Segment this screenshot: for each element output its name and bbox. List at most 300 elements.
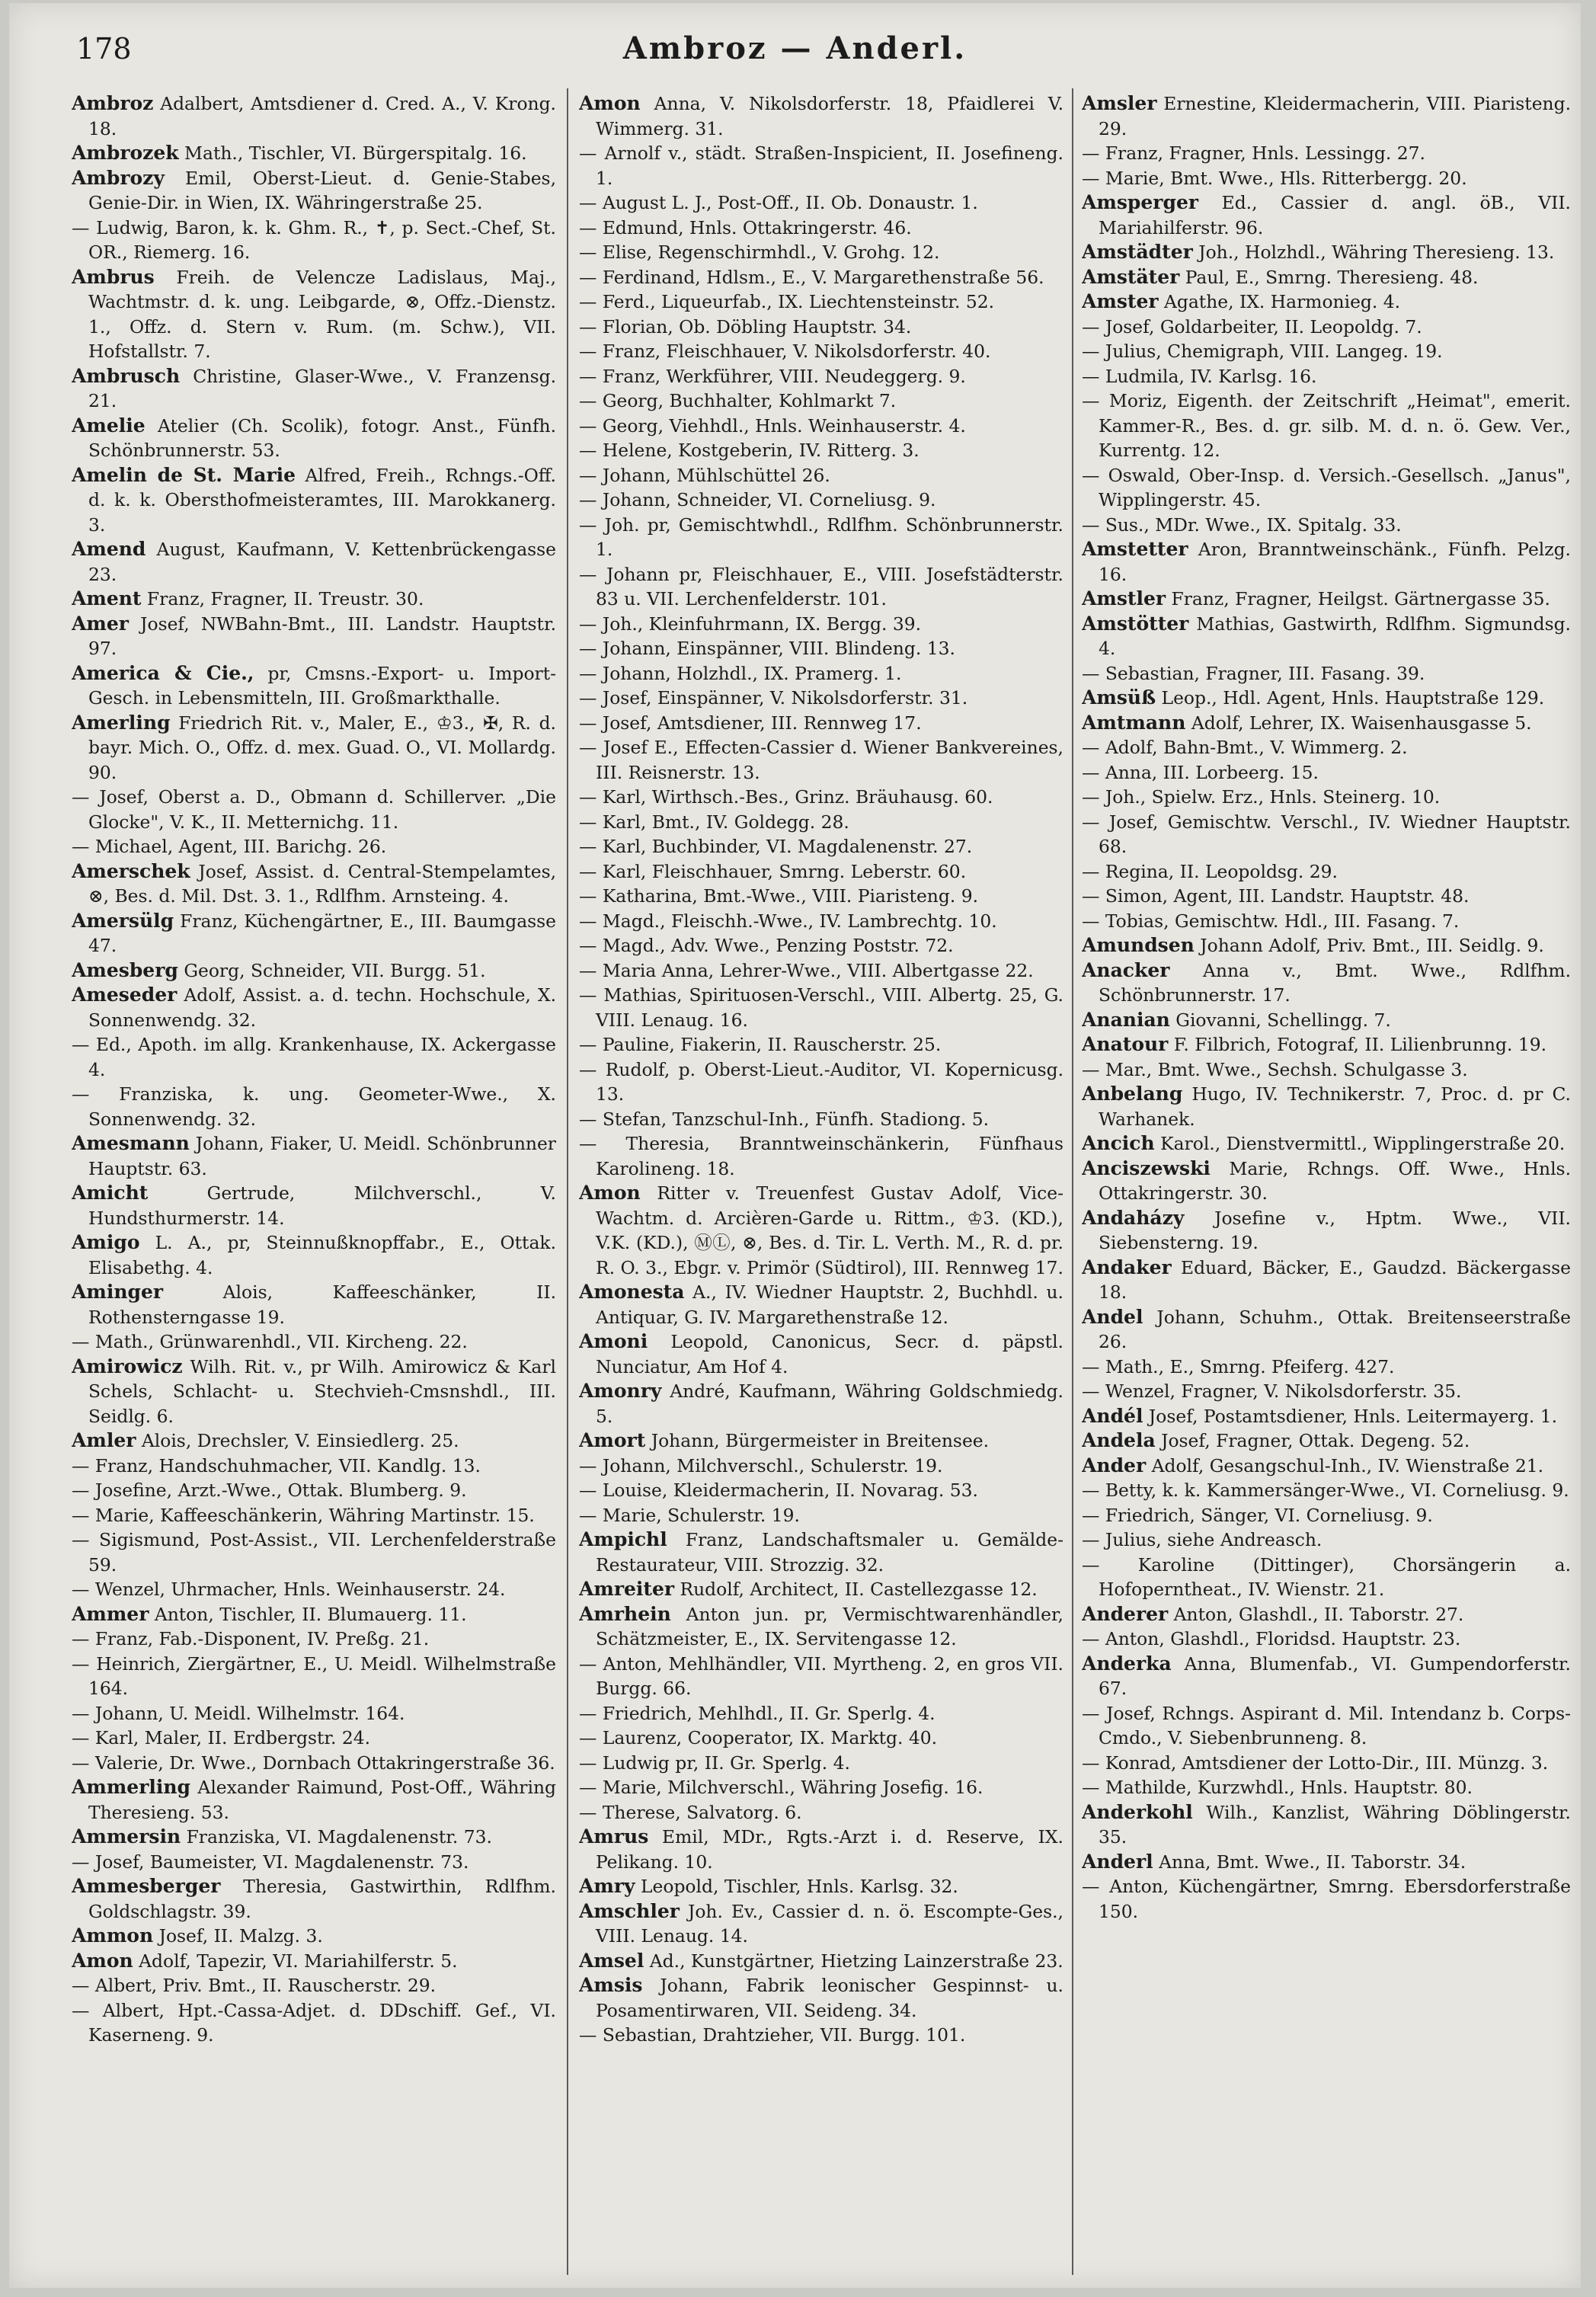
entry-details: André, Kaufmann, Währing Goldschmiedg. 5.	[596, 1380, 1063, 1427]
entry-details: — Ludwig, Baron, k. k. Ghm. R., ✝, p. Sect.-Chef, St. OR., Riemerg. 16.	[72, 216, 556, 263]
column-3	[1082, 91, 1571, 2270]
directory-entry	[72, 1131, 556, 1181]
directory-entry	[1082, 785, 1571, 810]
running-head: Ambroz — Anderl.	[622, 30, 968, 66]
directory-entry	[1082, 1206, 1571, 1256]
entry-details: Ed., Cassier d. angl. öB., VII. Mariahilferstr. 96.	[1099, 192, 1571, 238]
entry-details: — Arnolf v., städt. Straßen-Inspicient, II. Josefineng. 1.	[579, 142, 1063, 189]
directory-entry	[72, 587, 556, 612]
directory-entry	[1082, 290, 1571, 315]
entry-details: Josef, Assist. d. Central-Stempelamtes, ⊗, Bes. d. Mil. Dst. 3. 1., Rdlfhm. Arnsteing. 4.	[88, 860, 556, 907]
entry-details: — Moriz, Eigenth. der Zeitschrift „Heimat", emerit. Kammer-R., Bes. d. gr. silb. M. d. n. ö. Gew. Ver., Kurrentg. 12.	[1082, 390, 1571, 461]
entry-details: — Franz, Werkführer, VIII. Neudeggerg. 9.	[579, 365, 966, 387]
directory-entry	[579, 1478, 1063, 1503]
directory-entry	[72, 1775, 556, 1825]
entry-details: — Karl, Maler, II. Erdbergstr. 24.	[72, 1727, 371, 1748]
entry-details: Agathe, IX. Harmonieg. 4.	[1164, 291, 1401, 312]
directory-entry	[1082, 141, 1571, 166]
entry-details: — Laurenz, Cooperator, IX. Marktg. 40.	[579, 1727, 938, 1748]
entry-surname: Amon	[72, 1949, 133, 1972]
entry-details: — Georg, Buchhalter, Kohlmarkt 7.	[579, 390, 897, 411]
directory-entry	[579, 612, 1063, 637]
directory-entry	[1082, 760, 1571, 785]
entry-details: — Tobias, Gemischtw. Hdl., III. Fasang. 7.	[1082, 910, 1460, 932]
entry-details: — Magd., Fleischh.-Wwe., IV. Lambrechtg. 10.	[579, 910, 997, 932]
entry-surname: Anciszewski	[1082, 1156, 1211, 1179]
directory-entry	[579, 735, 1063, 785]
entry-details: — Ferd., Liqueurfab., IX. Liechtensteinstr. 52.	[579, 291, 995, 312]
entry-details: Wilh., Kanzlist, Währing Döblingerstr. 35.	[1099, 1801, 1571, 1848]
directory-entry	[72, 1230, 556, 1280]
directory-entry	[72, 91, 556, 141]
directory-entry	[72, 1329, 556, 1355]
directory-entry	[579, 389, 1063, 414]
entry-details: — Karl, Wirthsch.-Bes., Grinz. Bräuhausg. 60.	[579, 786, 993, 808]
entry-details: Johann, Bürgermeister in Breitensee.	[651, 1430, 990, 1451]
entry-details: — Marie, Bmt. Wwe., Hls. Ritterbergg. 20.	[1082, 167, 1467, 189]
entry-details: — Sigismund, Post-Assist., VII. Lerchenfelderstraße 59.	[72, 1529, 556, 1576]
entry-details: — Johann, Mühlschüttel 26.	[579, 464, 830, 486]
directory-entry	[1082, 1355, 1571, 1380]
entry-details: — Josef, Oberst a. D., Obmann d. Schillerver. „Die Glocke", V. K., II. Metternichg. 11.	[72, 786, 556, 833]
entry-surname: Amend	[72, 538, 146, 560]
entry-details: — Josefine, Arzt.-Wwe., Ottak. Blumberg. 9.	[72, 1480, 467, 1501]
directory-entry	[1082, 1454, 1571, 1479]
directory-entry	[579, 1329, 1063, 1379]
entry-surname: Amler	[72, 1429, 136, 1451]
entry-details: Karol., Dienstvermittl., Wipplingerstraße 20.	[1160, 1133, 1566, 1154]
directory-entry	[72, 1973, 556, 1998]
directory-entry	[579, 141, 1063, 190]
entry-details: — Michael, Agent, III. Barichg. 26.	[72, 836, 387, 857]
directory-entry	[1082, 537, 1571, 587]
directory-entry	[1082, 686, 1571, 711]
directory-entry	[72, 1355, 556, 1429]
directory-entry	[72, 1428, 556, 1454]
entry-surname: Anatour	[1082, 1033, 1169, 1055]
directory-entry	[1082, 1008, 1571, 1033]
entry-details: — Marie, Kaffeeschänkerin, Währing Martinstr. 15.	[72, 1504, 535, 1526]
directory-entry	[72, 1924, 556, 1949]
directory-entry	[579, 1528, 1063, 1577]
directory-entry	[1082, 810, 1571, 859]
entry-surname: Andela	[1082, 1429, 1156, 1451]
directory-entry	[579, 463, 1063, 488]
directory-entry	[72, 1082, 556, 1131]
entry-details: — Johann, Holzhdl., IX. Pramerg. 1.	[579, 662, 902, 684]
directory-entry	[1082, 1032, 1571, 1057]
entry-details: — Franziska, k. ung. Geometer-Wwe., X. Sonnenwendg. 32.	[72, 1083, 556, 1130]
directory-page	[9, 3, 1581, 2288]
entry-details: — Josef E., Effecten-Cassier d. Wiener Bankvereines, III. Reisnerstr. 13.	[579, 737, 1063, 783]
entry-details: — Joh., Spielw. Erz., Hnls. Steinerg. 10.	[1082, 786, 1441, 808]
entry-surname: Anbelang	[1082, 1083, 1183, 1105]
entry-details: — Karl, Bmt., IV. Goldegg. 28.	[579, 811, 849, 833]
entry-surname: Andel	[1082, 1305, 1143, 1328]
entry-details: — Johann, Milchverschl., Schulerstr. 19.	[579, 1454, 943, 1476]
directory-entry	[1082, 1602, 1571, 1627]
entry-surname: Amigo	[72, 1231, 140, 1253]
entry-details: Alfred, Freih., Rchngs.-Off. d. k. k. Obersthofmeisteramtes, III. Marokkanerg. 3.	[88, 464, 556, 536]
entry-details: — Anton, Glashdl., Floridsd. Hauptstr. 23.	[1082, 1628, 1461, 1649]
entry-details: Hugo, IV. Technikerstr. 7, Proc. d. pr C. Warhanek.	[1099, 1083, 1571, 1130]
entry-details: Giovanni, Schellingg. 7.	[1175, 1009, 1391, 1031]
directory-entry	[72, 1998, 556, 2048]
entry-details: Franz, Fragner, Heilgst. Gärtnergasse 35.	[1171, 588, 1550, 609]
entry-details: Johann, Schuhm., Ottak. Breitenseerstraße 26.	[1099, 1306, 1571, 1352]
entry-surname: Amry	[579, 1875, 635, 1897]
entry-surname: Amtmann	[1082, 711, 1186, 734]
entry-surname: Ambrusch	[72, 364, 181, 387]
directory-entry	[72, 537, 556, 587]
directory-entry	[579, 884, 1063, 909]
directory-entry	[1082, 1478, 1571, 1503]
directory-entry	[72, 661, 556, 711]
entry-details: — Albert, Priv. Bmt., II. Rauscherstr. 29.	[72, 1975, 437, 1996]
directory-entry	[72, 983, 556, 1032]
directory-entry	[1082, 735, 1571, 760]
directory-entry	[1082, 859, 1571, 885]
entry-details: Anton, Tischler, II. Blumauerg. 11.	[154, 1603, 467, 1625]
directory-entry	[579, 1701, 1063, 1726]
directory-entry	[72, 463, 556, 538]
entry-details: Georg, Schneider, VII. Burgg. 51.	[184, 959, 486, 981]
entry-details: Franziska, VI. Magdalenenstr. 73.	[186, 1826, 492, 1848]
entry-details: — Sus., MDr. Wwe., IX. Spitalg. 33.	[1082, 513, 1402, 536]
directory-entry	[579, 1751, 1063, 1776]
entry-details: August, Kaufmann, V. Kettenbrückengasse 23.	[88, 539, 556, 585]
directory-entry	[579, 983, 1063, 1032]
entry-details: — Josef, Amtsdiener, III. Rennweg 17.	[579, 712, 922, 734]
directory-entry	[72, 1874, 556, 1924]
entry-details: Franz, Küchengärtner, E., III. Baumgasse 47.	[88, 910, 556, 956]
entry-surname: Amerschek	[72, 859, 190, 882]
entry-surname: Ammerling	[72, 1776, 191, 1798]
entry-details: Anton jun. pr, Vermischtwarenhändler, Schätzmeister, E., IX. Servitengasse 12.	[596, 1603, 1063, 1649]
directory-entry	[579, 810, 1063, 835]
directory-entry	[579, 513, 1063, 562]
entry-surname: Andél	[1082, 1404, 1143, 1427]
entry-details: — Karoline (Dittinger), Chorsängerin a. Hofoperntheat., IV. Wienstr. 21.	[1082, 1553, 1571, 1600]
entry-surname: Amsis	[579, 1974, 643, 1996]
entry-details: Ad., Kunstgärtner, Hietzing Lainzerstraße 23.	[649, 1950, 1063, 1972]
entry-details: — Sebastian, Fragner, III. Fasang. 39.	[1082, 662, 1425, 684]
directory-entry	[72, 1726, 556, 1751]
directory-entry	[579, 438, 1063, 463]
entry-surname: Amon	[579, 92, 641, 114]
directory-entry	[1082, 513, 1571, 538]
entry-details: Aron, Branntweinschänk., Fünfh. Pelzg. 16.	[1099, 539, 1571, 585]
directory-entry	[579, 562, 1063, 612]
entry-surname: Amelin de St. Marie	[72, 463, 296, 486]
directory-entry	[72, 1949, 556, 1974]
directory-entry	[1082, 1850, 1571, 1875]
entry-details: — Helene, Kostgeberin, IV. Ritterg. 3.	[579, 440, 920, 461]
entry-surname: Amstler	[1082, 587, 1166, 609]
entry-surname: Amsler	[1082, 92, 1157, 114]
entry-surname: Ambroz	[72, 92, 154, 114]
column-1	[72, 91, 556, 2270]
entry-surname: Amonry	[579, 1380, 662, 1402]
entry-details: Josef, Fragner, Ottak. Degeng. 52.	[1161, 1430, 1470, 1451]
entry-surname: Aminger	[72, 1281, 164, 1303]
directory-entry	[72, 859, 556, 909]
entry-details: Leopold, Tischler, Hnls. Karlsg. 32.	[641, 1876, 958, 1897]
directory-entry	[72, 1825, 556, 1850]
entry-details: — Anton, Küchengärtner, Smrng. Ebersdorferstraße 150.	[1082, 1876, 1571, 1922]
entry-details: Johann, Fabrik leonischer Gespinnst- u. Posamentirwaren, VII. Seideng. 34.	[596, 1975, 1063, 2021]
directory-entry	[72, 1032, 556, 1082]
directory-entry	[579, 1503, 1063, 1528]
directory-entry	[72, 364, 556, 414]
entry-details: Joh. Ev., Cassier d. n. ö. Escompte-Ges., VIII. Lenaug. 14.	[596, 1900, 1063, 1947]
entry-details: — Stefan, Tanzschul-Inh., Fünfh. Stadiong. 5.	[579, 1108, 990, 1130]
directory-entry	[579, 711, 1063, 736]
entry-details: — Johann, Einspänner, VIII. Blindeng. 13.	[579, 638, 955, 659]
directory-entry	[1082, 958, 1571, 1008]
directory-entry	[1082, 587, 1571, 612]
entry-details: Adolf, Lehrer, IX. Waisenhausgasse 5.	[1191, 712, 1532, 734]
directory-entry	[72, 166, 556, 216]
directory-entry	[579, 1107, 1063, 1132]
entry-details: Anna, V. Nikolsdorferstr. 18, Pfaidlerei V. Wimmerg. 31.	[596, 93, 1063, 139]
entry-details: Adolf, Tapezir, VI. Mariahilferstr. 5.	[139, 1950, 458, 1972]
entry-details: Theresia, Gastwirthin, Rdlfhm. Goldschlagstr. 39.	[88, 1876, 556, 1922]
entry-details: Christine, Glaser-Wwe., V. Franzensg. 21.	[88, 365, 556, 411]
directory-entry	[1082, 1800, 1571, 1850]
directory-entry	[579, 339, 1063, 364]
entry-surname: Anderer	[1082, 1602, 1169, 1625]
directory-entry	[1082, 463, 1571, 513]
page-number: 178	[76, 32, 132, 66]
directory-entry	[1082, 933, 1571, 958]
directory-entry	[1082, 711, 1571, 736]
entry-details: — Johann, Schneider, VI. Corneliusg. 9.	[579, 489, 936, 510]
entry-details: Emil, MDr., Rgts.-Arzt i. d. Reserve, IX. Pelikang. 10.	[596, 1826, 1063, 1873]
entry-details: — Josef, Gemischtw. Verschl., IV. Wiedner Hauptstr. 68.	[1082, 811, 1571, 857]
directory-entry	[72, 1503, 556, 1528]
entry-details: Alexander Raimund, Post-Off., Währing Theresieng. 53.	[88, 1777, 556, 1823]
entry-details: Johann Adolf, Priv. Bmt., III. Seidlg. 9.	[1200, 935, 1544, 956]
entry-surname: Ammesberger	[72, 1875, 221, 1897]
directory-entry	[579, 909, 1063, 934]
entry-details: Marie, Rchngs. Off. Wwe., Hnls. Ottakringerstr. 30.	[1099, 1157, 1571, 1204]
entry-surname: Ament	[72, 587, 142, 609]
directory-entry	[1082, 91, 1571, 141]
entry-surname: Amstetter	[1082, 538, 1188, 560]
directory-entry	[72, 1627, 556, 1652]
entry-details: Rudolf, Architect, II. Castellezgasse 12.	[680, 1579, 1038, 1600]
entry-details: — Joh., Kleinfuhrmann, IX. Bergg. 39.	[579, 613, 922, 635]
directory-entry	[72, 1280, 556, 1329]
entry-details: — Betty, k. k. Kammersänger-Wwe., VI. Corneliusg. 9.	[1082, 1480, 1569, 1501]
entry-details: — Friedrich, Mehlhdl., II. Gr. Sperlg. 4.	[579, 1702, 936, 1724]
directory-entry	[579, 488, 1063, 513]
entry-details: — Josef, Baumeister, VI. Magdalenenstr. 73.	[72, 1851, 469, 1873]
entry-surname: Amrhein	[579, 1602, 671, 1625]
entry-surname: America & Cie.,	[72, 661, 254, 684]
directory-entry	[579, 290, 1063, 315]
entry-details: — Ludwig pr, II. Gr. Sperlg. 4.	[579, 1752, 850, 1774]
entry-details: A., IV. Wiedner Hauptstr. 2, Buchhdl. u. Antiquar, G. IV. Margarethenstraße 12.	[596, 1281, 1063, 1328]
directory-entry	[72, 1602, 556, 1627]
column-2	[579, 91, 1063, 2270]
entry-details: — Pauline, Fiakerin, II. Rauscherstr. 25.	[579, 1034, 942, 1055]
entry-details: Wilh. Rit. v., pr Wilh. Amirowicz & Karl Schels, Schlacht- u. Stechvieh-Cmsnshdl., III. Seidlg. 6.	[88, 1355, 556, 1427]
entry-details: Freih. de Velencze Ladislaus, Maj., Wachtmstr. d. k. ung. Leibgarde, ⊗, Offz.-Dienstz. 1., Offz. d. Stern v. Rum. (m. Schw.), VII. Hofstallstr. 7.	[88, 266, 556, 362]
entry-details: — Adolf, Bahn-Bmt., V. Wimmerg. 2.	[1082, 737, 1408, 758]
entry-details: Adolf, Gesangschul-Inh., IV. Wienstraße 21.	[1151, 1454, 1544, 1476]
entry-details: Johann, Fiaker, U. Meidl. Schönbrunner Hauptstr. 63.	[88, 1133, 556, 1179]
entry-details: — Johann, U. Meidl. Wilhelmstr. 164.	[72, 1702, 405, 1724]
directory-entry	[1082, 1379, 1571, 1404]
entry-details: Anna, Blumenfab., VI. Gumpendorferstr. 67.	[1099, 1652, 1571, 1699]
entry-surname: Amster	[1082, 290, 1159, 312]
entry-surname: Amsperger	[1082, 191, 1199, 213]
entry-surname: Anderkohl	[1082, 1800, 1193, 1823]
entry-details: — Therese, Salvatorg. 6.	[579, 1801, 802, 1823]
entry-details: Ernestine, Kleidermacherin, VIII. Piaristeng. 29.	[1099, 93, 1571, 139]
directory-entry	[579, 1032, 1063, 1057]
entry-details: Friedrich Rit. v., Maler, E., ♔3., ✠, R. d. bayr. Mich. O., Offz. d. mex. Guad. O., VI. Mollardg. 90.	[88, 712, 556, 783]
directory-entry	[72, 958, 556, 984]
directory-entry	[579, 834, 1063, 859]
entry-details: — Julius, siehe Andreasch.	[1082, 1529, 1323, 1550]
entry-details: — Magd., Adv. Wwe., Penzing Poststr. 72.	[579, 935, 954, 956]
directory-entry	[1082, 1751, 1571, 1776]
directory-entry	[579, 1800, 1063, 1825]
directory-entry	[579, 1652, 1063, 1701]
directory-entry	[579, 265, 1063, 290]
directory-entry	[1082, 315, 1571, 340]
directory-entry	[579, 1602, 1063, 1652]
directory-entry	[579, 1379, 1063, 1428]
directory-entry	[72, 1850, 556, 1875]
entry-details: — Karl, Buchbinder, VI. Magdalenenstr. 27.	[579, 836, 973, 857]
entry-details: Josef, Postamtsdiener, Hnls. Leitermayerg. 1.	[1148, 1405, 1558, 1427]
entry-details: — Heinrich, Ziergärtner, E., U. Meidl. Wilhelmstraße 164.	[72, 1652, 556, 1699]
directory-entry	[579, 1973, 1063, 2023]
entry-details: — Ludmila, IV. Karlsg. 16.	[1082, 365, 1317, 387]
entry-details: — Ed., Apoth. im allg. Krankenhause, IX. Ackergasse 4.	[72, 1034, 556, 1080]
entry-surname: Ambrozek	[72, 142, 179, 164]
entry-surname: Amerling	[72, 711, 171, 734]
entry-surname: Amreiter	[579, 1578, 675, 1600]
entry-surname: Ammon	[72, 1924, 154, 1947]
entry-details: — Maria Anna, Lehrer-Wwe., VIII. Albertgasse 22.	[579, 959, 1034, 981]
directory-entry	[1082, 884, 1571, 909]
entry-surname: Ampichl	[579, 1528, 667, 1550]
entry-details: — Wenzel, Fragner, V. Nikolsdorferstr. 35.	[1082, 1380, 1462, 1402]
directory-entry	[579, 1899, 1063, 1949]
entry-details: Joh., Holzhdl., Währing Theresieng. 13.	[1198, 242, 1555, 263]
entry-details: Franz, Landschaftsmaler u. Gemälde-Restaurateur, VIII. Strozzig. 32.	[596, 1529, 1063, 1576]
directory-entry	[579, 859, 1063, 885]
entry-details: — Josef, Rchngs. Aspirant d. Mil. Intendanz b. Corps-Cmdo., V. Siebenbrunneng. 8.	[1082, 1702, 1571, 1748]
entry-details: — Johann pr, Fleischhauer, E., VIII. Josefstädterstr. 83 u. VII. Lerchenfelderstr. 101.	[579, 563, 1063, 609]
entry-details: — Mathilde, Kurzwhdl., Hnls. Hauptstr. 80.	[1082, 1777, 1473, 1798]
directory-entry	[72, 216, 556, 265]
entry-details: Gertrude, Milchverschl., V. Hundsthurmerstr. 14.	[88, 1182, 556, 1229]
directory-entry	[1082, 1057, 1571, 1083]
entry-details: Franz, Fragner, II. Treustr. 30.	[146, 588, 424, 609]
entry-surname: Amort	[579, 1429, 646, 1451]
directory-entry	[1082, 1528, 1571, 1553]
entry-details: — Katharina, Bmt.-Wwe., VIII. Piaristeng. 9.	[579, 885, 979, 907]
entry-details: Anna v., Bmt. Wwe., Rdlfhm. Schönbrunnerstr. 17.	[1099, 959, 1571, 1006]
entry-details: — Mar., Bmt. Wwe., Sechsh. Schulgasse 3.	[1082, 1058, 1468, 1080]
entry-surname: Amer	[72, 612, 129, 635]
entry-surname: Amersülg	[72, 909, 174, 932]
entry-surname: Ander	[1082, 1454, 1147, 1476]
entry-details: Adalbert, Amtsdiener d. Cred. A., V. Krong. 18.	[88, 93, 556, 139]
entry-details: Atelier (Ch. Scolik), fotogr. Anst., Fünfh. Schönbrunnerstr. 53.	[88, 414, 556, 461]
entry-surname: Amrus	[579, 1825, 649, 1848]
entry-details: Anna, Bmt. Wwe., II. Taborstr. 34.	[1159, 1851, 1466, 1873]
entry-surname: Amsüß	[1082, 686, 1156, 709]
entry-surname: Ambrus	[72, 265, 155, 288]
directory-entry	[72, 1181, 556, 1230]
entry-details: Adolf, Assist. a. d. techn. Hochschule, X. Sonnenwendg. 32.	[88, 984, 556, 1031]
directory-entry	[72, 1701, 556, 1726]
entry-surname: Andaházy	[1082, 1206, 1185, 1229]
directory-entry	[579, 785, 1063, 810]
directory-entry	[1082, 1404, 1571, 1429]
entry-surname: Anacker	[1082, 958, 1170, 981]
entry-details: — Karl, Fleischhauer, Smrng. Leberstr. 60.	[579, 860, 967, 882]
directory-entry	[1082, 240, 1571, 265]
directory-entry	[72, 141, 556, 166]
directory-entry	[1082, 1131, 1571, 1156]
directory-entry	[579, 1825, 1063, 1874]
directory-entry	[579, 1775, 1063, 1800]
directory-entry	[72, 785, 556, 834]
directory-entry	[579, 2023, 1063, 2048]
directory-entry	[579, 240, 1063, 265]
entry-details: Leopold, Canonicus, Secr. d. päpstl. Nunciatur, Am Hof 4.	[596, 1331, 1063, 1377]
entry-surname: Anderka	[1082, 1652, 1172, 1675]
entry-details: Eduard, Bäcker, E., Gaudzd. Bäckergasse 18.	[1099, 1256, 1571, 1303]
directory-entry	[579, 1181, 1063, 1280]
directory-entry	[579, 1726, 1063, 1751]
entry-details: — Theresia, Branntweinschänkerin, Fünfhaus Karolineng. 18.	[579, 1133, 1063, 1179]
directory-entry	[72, 414, 556, 463]
entry-details: — Anton, Mehlhändler, VII. Myrtheng. 2, en gros VII. Burgg. 66.	[579, 1652, 1063, 1699]
entry-details: Paul, E., Smrng. Theresieng. 48.	[1185, 266, 1479, 288]
directory-entry	[72, 1652, 556, 1701]
entry-details: — Franz, Fragner, Hnls. Lessingg. 27.	[1082, 142, 1425, 164]
directory-entry	[72, 1528, 556, 1577]
entry-details: — Josef, Einspänner, V. Nikolsdorferstr. 31.	[579, 687, 968, 709]
directory-entry	[1082, 1627, 1571, 1652]
entry-surname: Amesberg	[72, 958, 178, 981]
directory-entry	[72, 1454, 556, 1479]
directory-entry	[579, 636, 1063, 661]
directory-entry	[579, 958, 1063, 984]
directory-entry	[72, 612, 556, 661]
entry-details: Ritter v. Treuenfest Gustav Adolf, Vice-Wachtm. d. Arcièren-Garde u. Rittm., ♔3. (KD.), V.K. (KD.), ⓂⓁ, ⊗, Bes. d. Tir. L. Verth. M., R. d. pr. R. O. 3., Ebgr. v. Primör (Südtirol), III. Rennweg 17.	[596, 1182, 1063, 1278]
directory-entry	[579, 661, 1063, 686]
entry-surname: Ananian	[1082, 1008, 1170, 1031]
entry-details: — Ferdinand, Hdlsm., E., V. Margarethenstraße 56.	[579, 266, 1044, 288]
directory-entry	[1082, 1082, 1571, 1131]
entry-surname: Amoni	[579, 1330, 648, 1352]
entry-details: — Math., Grünwarenhdl., VII. Kircheng. 22.	[72, 1331, 468, 1352]
entry-surname: Amon	[579, 1182, 641, 1204]
directory-entry	[72, 909, 556, 958]
directory-entry	[579, 686, 1063, 711]
page-header	[9, 32, 1581, 69]
